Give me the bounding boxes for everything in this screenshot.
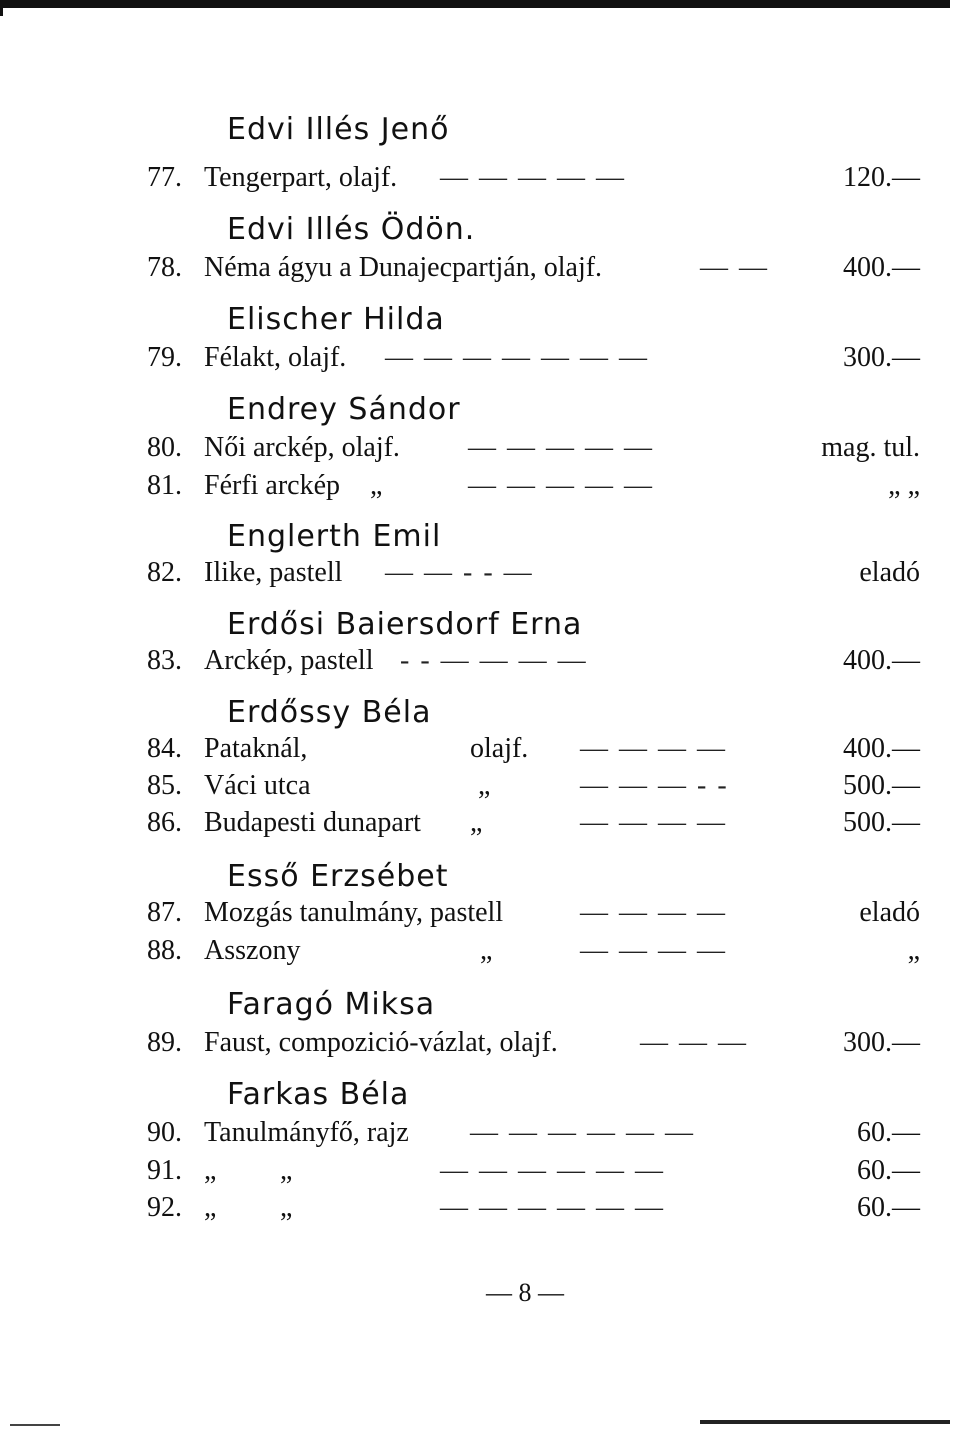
entry-title: Faust, compozició-vázlat, olajf.: [204, 1027, 558, 1058]
artwork-entry: [0, 935, 960, 971]
artwork-entry: [0, 770, 960, 806]
entry-number: 80.: [147, 432, 182, 463]
entry-title: Férfi arckép: [204, 470, 341, 501]
artwork-entry: [0, 807, 960, 843]
entry-price: 500.—: [843, 770, 920, 801]
entry-price: 500.—: [843, 807, 920, 838]
artwork-entry: [0, 162, 960, 198]
artist-heading: Elischer Hilda: [227, 302, 445, 337]
entry-title: Váci utca: [204, 770, 311, 801]
artist-heading: Edvi Illés Ödön.: [227, 212, 476, 247]
entry-title: Arckép, pastell: [204, 645, 374, 676]
entry-title: Asszony: [204, 935, 301, 966]
entry-medium: „: [470, 807, 483, 838]
entry-price: 60.—: [857, 1155, 920, 1186]
entry-number: 81.: [147, 470, 182, 501]
artwork-entry: [0, 1027, 960, 1063]
artist-heading: Esső Erzsébet: [227, 859, 449, 894]
entry-number: 83.: [147, 645, 182, 676]
leader-dashes: — — — —: [580, 897, 727, 928]
artist-heading: Erdőssy Béla: [227, 695, 432, 730]
entry-number: 90.: [147, 1117, 182, 1148]
entry-price: 300.—: [843, 342, 920, 373]
entry-medium: olajf.: [470, 733, 529, 764]
entry-price: mag. tul.: [821, 432, 920, 463]
entry-title: Női arckép, olajf.: [204, 432, 400, 463]
entry-title: Néma ágyu a Dunajecpartján, olajf.: [204, 252, 603, 283]
artwork-entry: [0, 645, 960, 681]
entry-price: 60.—: [857, 1117, 920, 1148]
entry-medium: „: [478, 770, 491, 801]
entry-number: 85.: [147, 770, 182, 801]
artwork-entry: [0, 1155, 960, 1191]
entry-number: 88.: [147, 935, 182, 966]
entry-number: 77.: [147, 162, 182, 193]
entry-number: 86.: [147, 807, 182, 838]
entry-number: 84.: [147, 733, 182, 764]
bottom-rule: [700, 1420, 950, 1424]
entry-number: 91.: [147, 1155, 182, 1186]
entry-number: 89.: [147, 1027, 182, 1058]
artist-heading: Edvi Illés Jenő: [227, 112, 450, 147]
entry-price: 120.—: [843, 162, 920, 193]
entry-title: Pataknál,: [204, 733, 308, 764]
entry-price: 300.—: [843, 1027, 920, 1058]
entry-title: „: [204, 1155, 217, 1186]
entry-title: Ilike, pastell: [204, 557, 343, 588]
artwork-entry: [0, 733, 960, 769]
entry-price: eladó: [859, 897, 920, 928]
artist-heading: Endrey Sándor: [227, 392, 461, 427]
leader-dashes: — — — —: [580, 935, 727, 966]
leader-dashes: — — — — — — —: [385, 342, 649, 373]
entry-title: Tanulmányfő, rajz: [204, 1117, 409, 1148]
entry-price: eladó: [859, 557, 920, 588]
entry-number: 82.: [147, 557, 182, 588]
page-number: — 8 —: [486, 1278, 564, 1307]
leader-dashes: — — —: [640, 1027, 748, 1058]
entry-price: „: [907, 935, 920, 966]
entry-number: 87.: [147, 897, 182, 928]
leader-dashes: — — — —: [580, 807, 727, 838]
leader-dashes: — — — — — —: [440, 1155, 665, 1186]
artwork-entry: [0, 1117, 960, 1153]
artwork-entry: [0, 557, 960, 593]
artwork-entry: [0, 252, 960, 288]
entry-title: Tengerpart, olajf.: [204, 162, 398, 193]
leader-dashes: — — — — —: [440, 162, 626, 193]
artwork-entry: [0, 432, 960, 468]
artwork-entry: [0, 470, 960, 506]
leader-dashes: — — — - -: [580, 770, 729, 801]
artwork-entry: [0, 342, 960, 378]
artist-heading: Faragó Miksa: [227, 987, 436, 1022]
entry-number: 92.: [147, 1192, 182, 1223]
entry-price: „ „: [888, 470, 920, 501]
leader-dashes: - - — — — —: [400, 645, 588, 676]
artist-heading: Englerth Emil: [227, 519, 442, 554]
artwork-entry: [0, 897, 960, 933]
leader-dashes: — — — — — —: [440, 1192, 665, 1223]
artist-heading: Farkas Béla: [227, 1077, 410, 1112]
entry-number: 79.: [147, 342, 182, 373]
leader-dashes: — — — — —: [468, 470, 654, 501]
entry-price: 400.—: [843, 252, 920, 283]
entry-medium: „: [480, 935, 493, 966]
entry-title: Budapesti dunapart: [204, 807, 421, 838]
entry-title: Mozgás tanulmány, pastell: [204, 897, 504, 928]
entry-price: 400.—: [843, 645, 920, 676]
leader-dashes: — —: [700, 252, 769, 283]
entry-medium: „: [370, 470, 383, 501]
entry-title: „: [204, 1192, 217, 1223]
entry-medium: „: [280, 1192, 293, 1223]
leader-dashes: — — - - —: [385, 557, 534, 588]
bottom-rule-left: [10, 1424, 60, 1426]
entry-price: 400.—: [843, 733, 920, 764]
entry-medium: „: [280, 1155, 293, 1186]
entry-price: 60.—: [857, 1192, 920, 1223]
entry-title: Félakt, olajf.: [204, 342, 347, 373]
leader-dashes: — — — —: [580, 733, 727, 764]
leader-dashes: — — — — — —: [470, 1117, 695, 1148]
entry-number: 78.: [147, 252, 182, 283]
artist-heading: Erdősi Baiersdorf Erna: [227, 607, 583, 642]
leader-dashes: — — — — —: [468, 432, 654, 463]
artwork-entry: [0, 1192, 960, 1228]
